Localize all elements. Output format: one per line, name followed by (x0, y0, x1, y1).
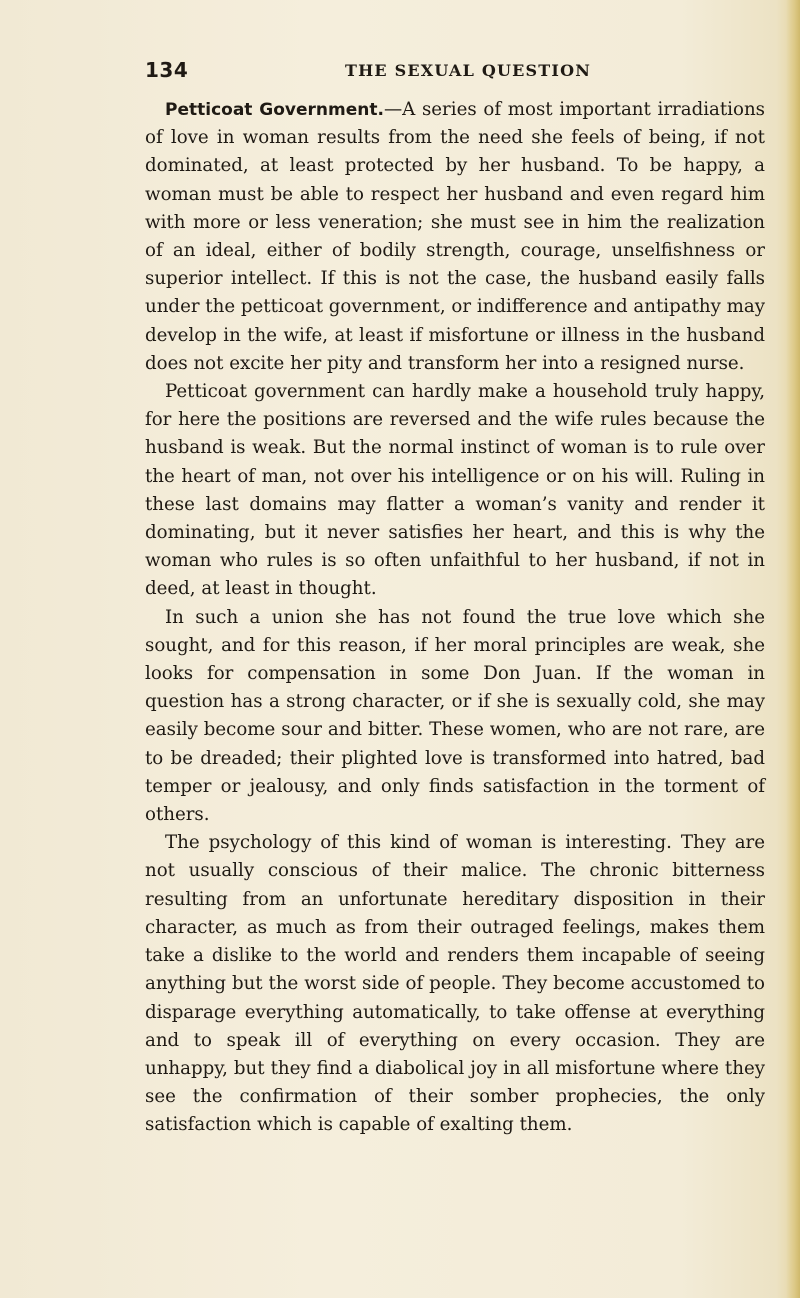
paragraph-text: —A series of most important irradiations of love in woman results from the need she feels of being, if not dominated, at least protected by her husband. To be happy, a woman must be able to respect her husband and even regard him with more or less veneration; she must see in him the realization of an ideal, either of bodily strength, courage, unselfishness or superior intellect. If this is not the case, the husband easily falls under the petticoat government, or indifference and antipathy may develop in the wife, at least if misfortune or illness in the husband does not excite her pity and transform her into a resigned nurse. (145, 99, 766, 374)
page-number: 134 (145, 58, 189, 82)
paragraph (145, 96, 765, 378)
paragraph: The psychology of this kind of woman is interesting. They are not usually conscious of their malice. The chronic bitterness resulting from an unfortunate hereditary disposition in their character, as much as from their outraged feelings, makes them take a dislike to the world and renders them incapable of seeing anything but the worst side of people. They become accustomed to disparage everything automatically, to take offense at everything and to speak ill of everything on every occasion. They are unhappy, but they find a diabolical joy in all misfortune where they see the confirmation of their somber prophecies, the only satisfaction which is capable of exalting them. (145, 832, 765, 1136)
body-text (145, 96, 765, 1140)
page-edge (786, 0, 800, 1298)
page-header (145, 58, 765, 88)
section-heading: Petticoat Government. (165, 100, 384, 120)
running-title: THE SEXUAL QUESTION (345, 61, 592, 80)
paragraph: In such a union she has not found the true love which she sought, and for this reason, if her moral principles are weak, she looks for compensation in some Don Juan. If the woman in question has a strong character, or if she is sexually cold, she may easily become sour and bitter. These women, who are not rare, are to be dreaded; their plighted love is transformed into hatred, bad temper or jealousy, and only finds satisfaction in the torment of others. (145, 606, 765, 826)
paragraph: Petticoat government can hardly make a household truly happy, for here the positions are reversed and the wife rules because the husband is weak. But the normal instinct of woman is to rule over the heart of man, not over his intelligence or on his will. Ruling in these last domains may flatter a woman’s vanity and render it dominating, but it never satisfies her heart, and this is why the woman who rules is so often unfaithful to her husband, if not in deed, at least in thought. (145, 381, 765, 600)
